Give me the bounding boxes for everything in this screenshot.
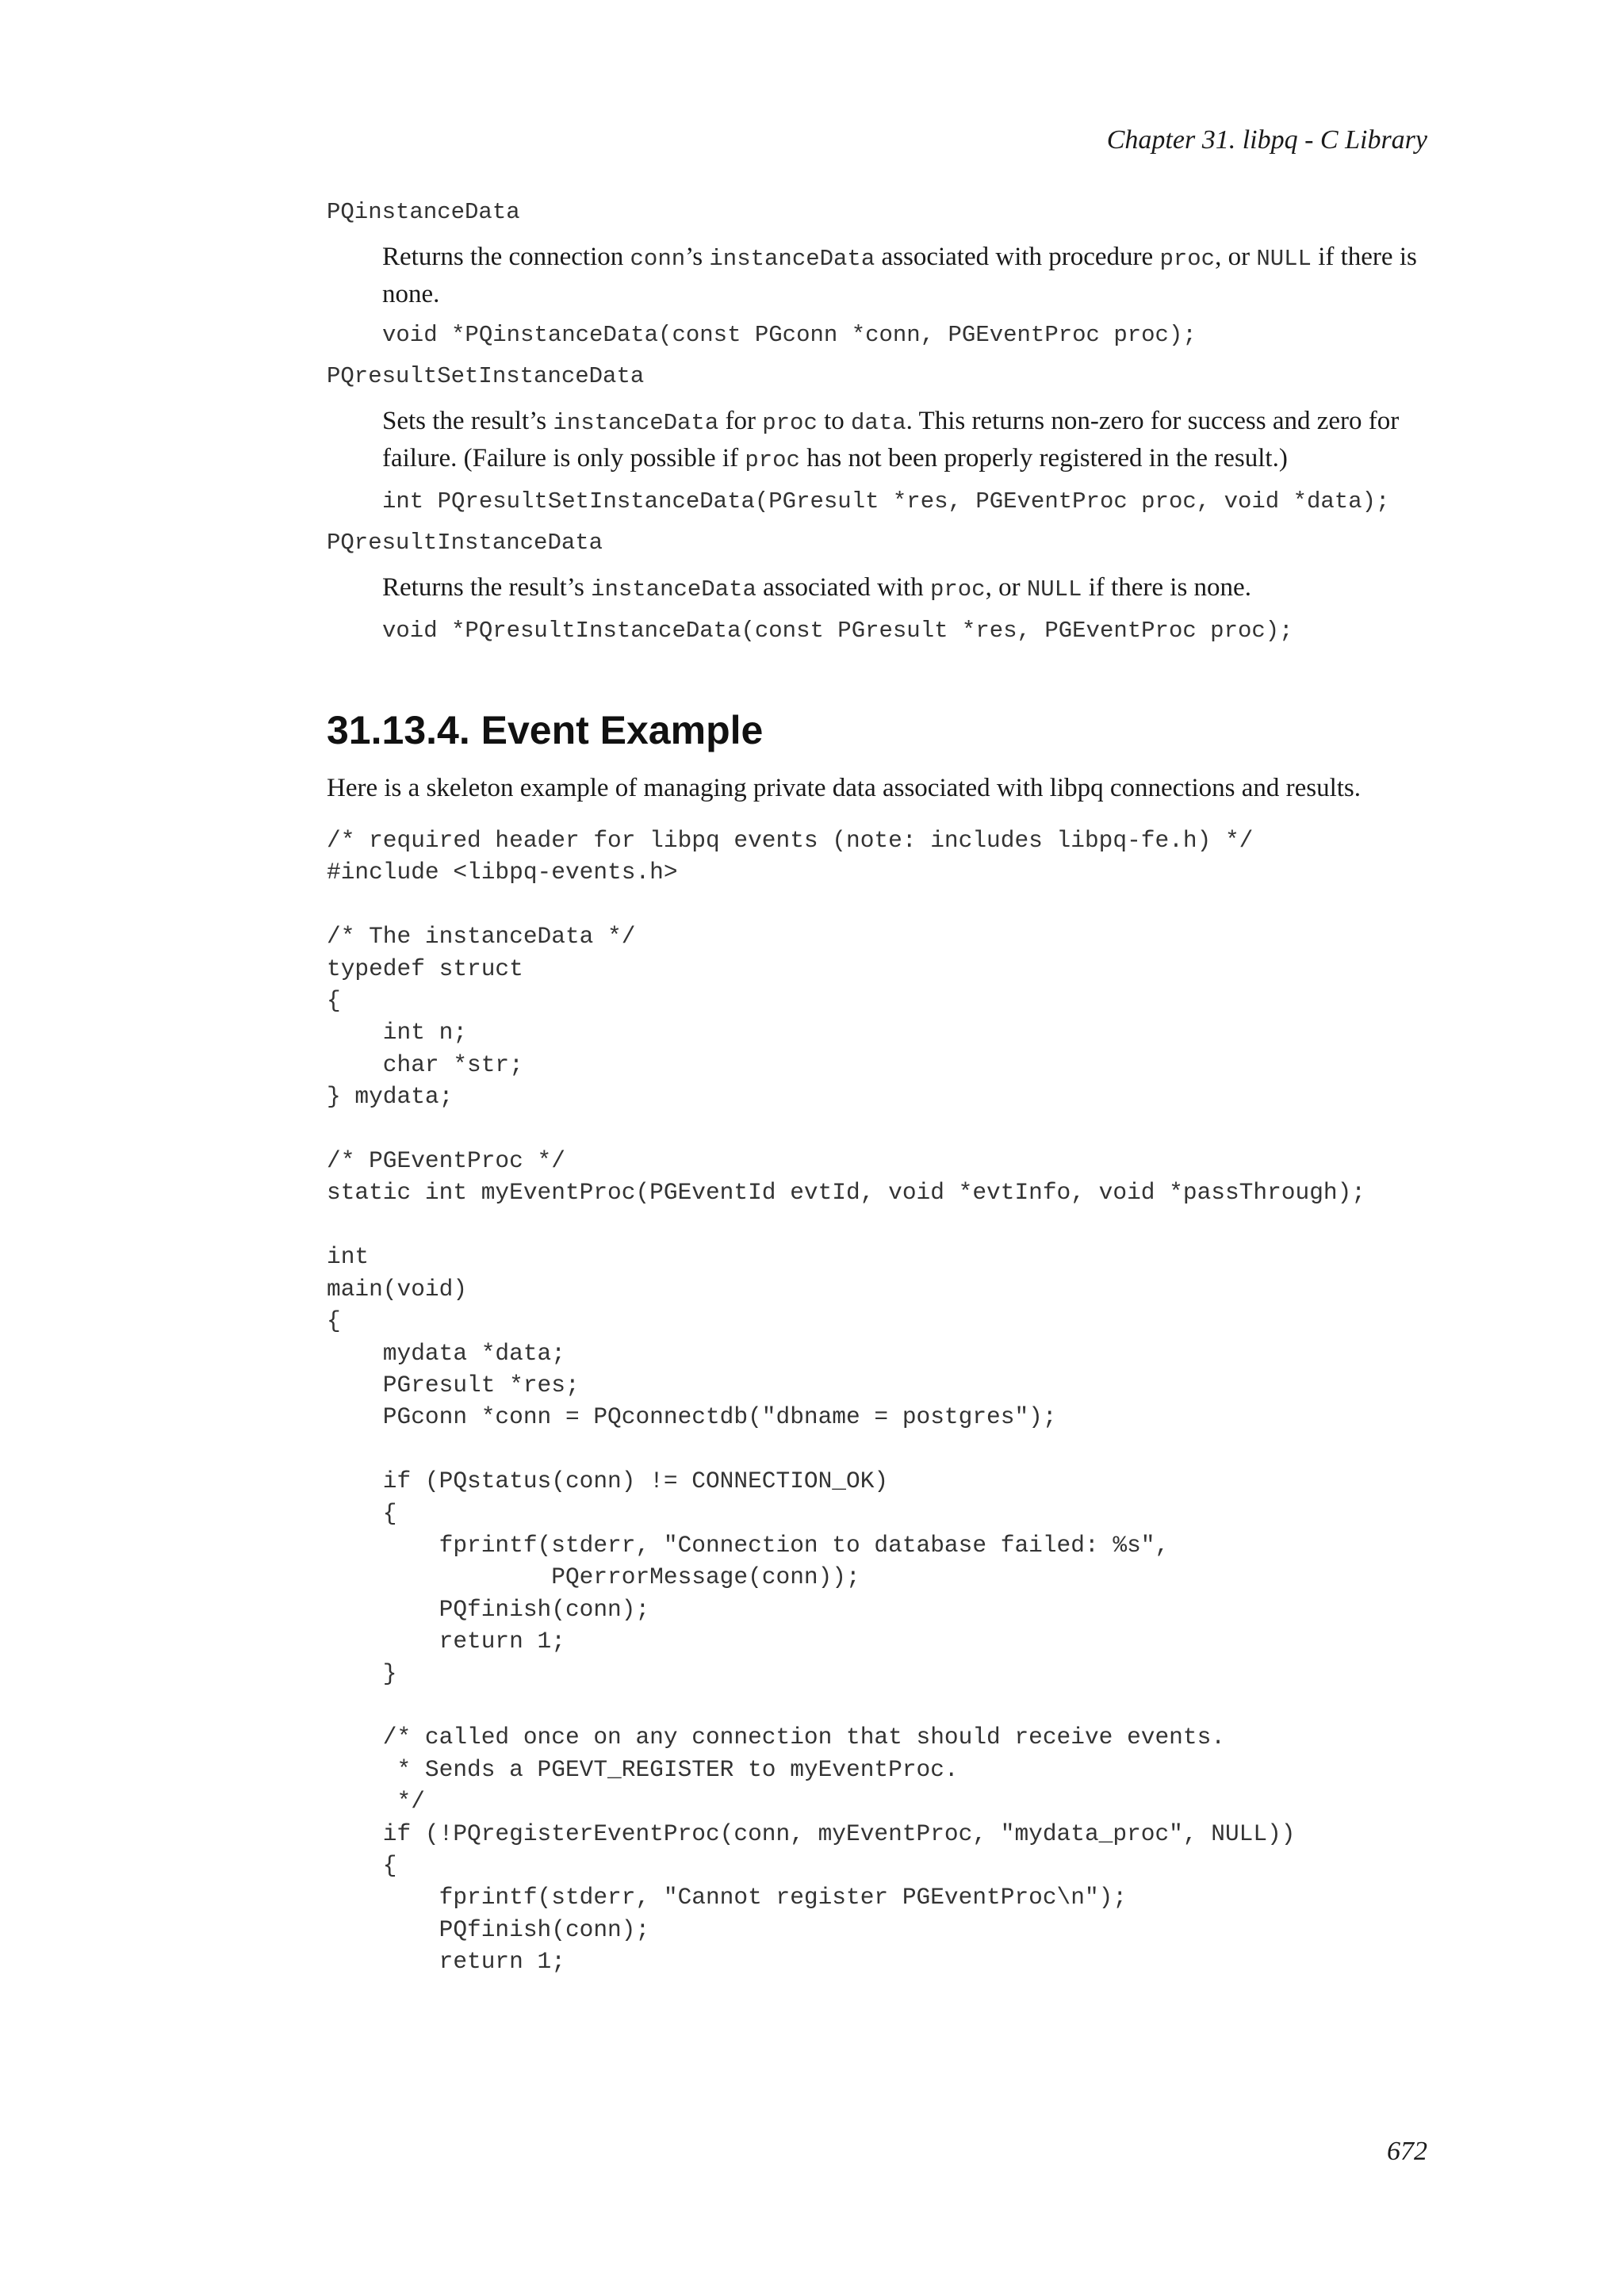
inline-code: NULL bbox=[1256, 246, 1312, 272]
section-heading: 31.13.4. Event Example bbox=[327, 708, 764, 752]
definition bbox=[382, 239, 1437, 351]
entry-pqresultsetinstancedata bbox=[327, 361, 1437, 518]
inline-code: NULL bbox=[1026, 576, 1082, 603]
term-pqresultsetinstancedata: PQresultSetInstanceData bbox=[327, 363, 645, 389]
inline-code: conn bbox=[630, 246, 686, 272]
inline-code: data bbox=[851, 410, 906, 436]
inline-code: proc bbox=[929, 576, 986, 603]
inline-code: proc bbox=[745, 447, 800, 473]
inline-code: instanceData bbox=[591, 576, 756, 603]
term-pqinstancedata: PQinstanceData bbox=[327, 199, 520, 225]
section-intro: Here is a skeleton example of managing private data associated with libpq connections and results. bbox=[327, 774, 1362, 802]
page-number: 672 bbox=[1387, 2137, 1427, 2166]
description: Sets the result’s instanceData for proc to data. This returns non-zero for success and zero for failure. (Failure is only possible if proc has not been properly registered in the result.) bbox=[382, 407, 1400, 473]
function-prototype: int PQresultSetInstanceData(PGresult *res, PGEventProc proc, void *data); bbox=[382, 488, 1390, 515]
description: Returns the connection conn’s instanceData associated with procedure proc, or NULL if there is none. bbox=[382, 243, 1417, 308]
function-prototype: void *PQinstanceData(const PGconn *conn, PGEventProc proc); bbox=[382, 322, 1197, 348]
code-listing: /* required header for libpq events (note: includes libpq-fe.h) */ #include <libpq-events.h> /* The instanceData */ typedef struct { int n; char *str; } mydata; /* PGEventProc */ static int myEventProc(PGEventId evtId, void *evtInfo, void *passThrough); int main(void) { mydata *data; PGresult *res; PGconn *conn = PQconnectdb("dbname = postgres"); if (PQstatus(conn) != CONNECTION_OK) { fprintf(stderr, "Connection to database failed: %s", PQerrorMessage(conn)); PQfinish(conn); return 1; } /* called once on any connection that should receive events. * Sends a PGEVT_REGISTER to myEventProc. */ if (!PQregisterEventProc(conn, myEventProc, "mydata_proc", NULL)) { fprintf(stderr, "Cannot register PGEventProc\n"); PQfinish(conn); return 1; bbox=[327, 827, 1366, 1976]
inline-code: proc bbox=[762, 410, 818, 436]
entry-pqresultinstancedata bbox=[327, 527, 1437, 647]
page-content bbox=[327, 197, 1437, 1978]
entry-pqinstancedata bbox=[327, 197, 1437, 351]
running-header: Chapter 31. libpq - C Library bbox=[1106, 125, 1427, 155]
inline-code: instanceData bbox=[709, 246, 875, 272]
description: Returns the result’s instanceData associated with proc, or NULL if there is none. bbox=[382, 573, 1251, 603]
inline-code: instanceData bbox=[553, 410, 719, 436]
definition bbox=[382, 570, 1437, 647]
definition bbox=[382, 404, 1437, 518]
term-pqresultinstancedata: PQresultInstanceData bbox=[327, 530, 603, 556]
inline-code: proc bbox=[1159, 246, 1216, 272]
function-prototype: void *PQresultInstanceData(const PGresult *res, PGEventProc proc); bbox=[382, 618, 1293, 644]
